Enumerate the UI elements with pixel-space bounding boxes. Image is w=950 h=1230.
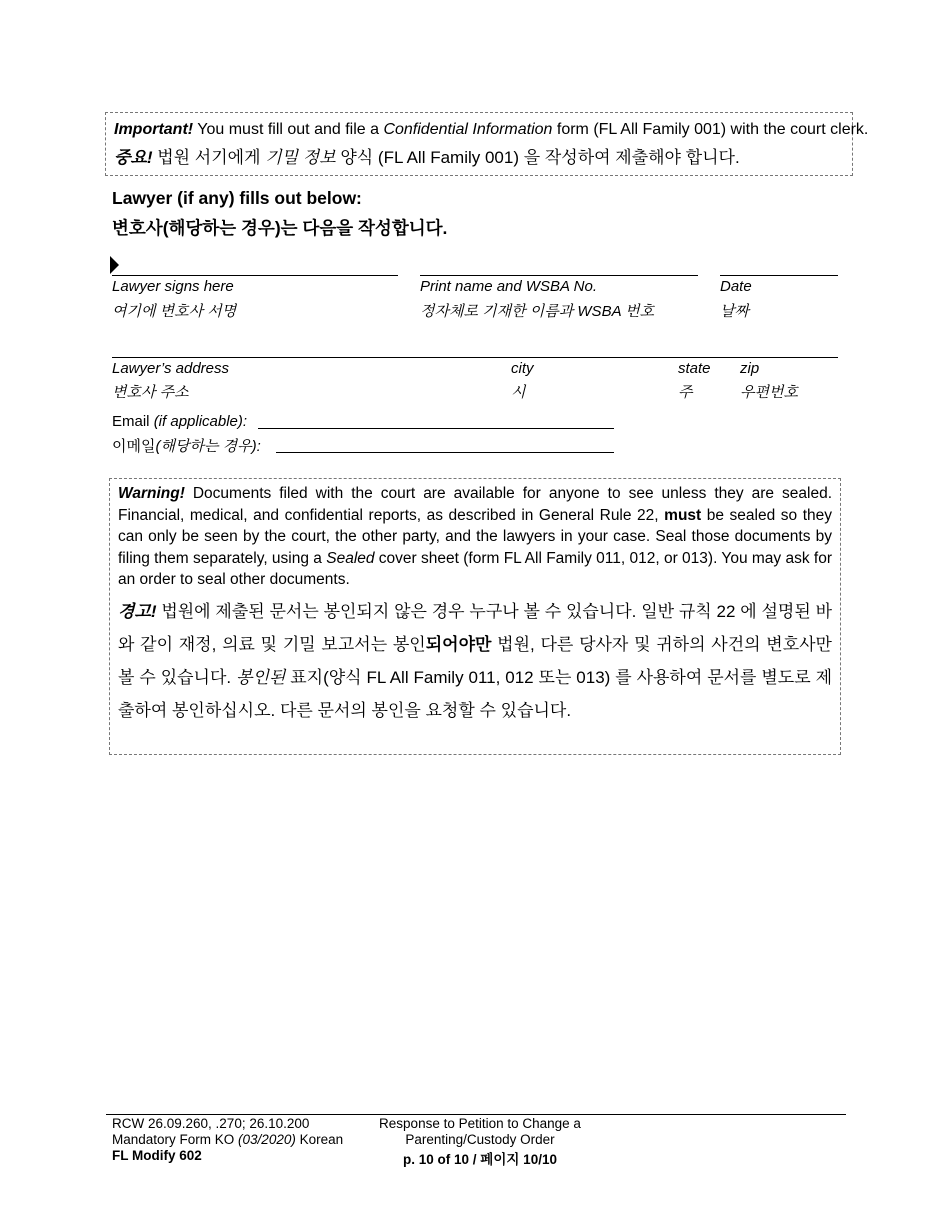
important-notice-en: Important! You must fill out and file a Confidential Information form (FL All Family 001) with the court clerk. [114,121,869,138]
address-label-ko: 변호사 주소 [112,384,189,401]
print-name-line[interactable] [420,275,698,276]
city-label-ko: 시 [511,384,526,401]
city-label-en: city [511,360,534,377]
warning-notice [109,478,841,755]
email-field[interactable] [258,428,614,429]
footer-mandatory-form: Mandatory Form KO (03/2020) Korean [112,1132,344,1147]
state-label-en: state [678,360,711,377]
sign-here-arrow-icon [110,256,119,274]
important-label: Important! [114,121,194,138]
footer-form-id: FL Modify 602 [112,1148,202,1163]
footer-rcw: RCW 26.09.260, .270; 26.10.200 [112,1116,310,1131]
date-label-ko: 날짜 [720,303,749,320]
footer-divider [106,1114,846,1115]
warning-text-en: Warning! Documents filed with the court are available for anyone to see unless they are sealed. Financial, medical, and confidential reports, as described in General Rule 22, must be sealed so they can only be seen by the court, the other party, and the lawyers in your case. Seal those documents by filing them separately, using a Sealed cover sheet (form FL All Family 011, 012, or 013). You may ask for an order to seal other documents. [118,485,832,588]
sign-label-ko: 여기에 변호사 서명 [112,303,237,320]
print-label-en: Print name and WSBA No. [420,278,598,295]
date-line[interactable] [720,275,838,276]
zip-label-en: zip [740,360,760,377]
warning-label: Warning! [118,485,185,502]
zip-label-ko: 우편번호 [740,384,798,401]
state-label-ko: 주 [678,384,693,401]
lawyer-heading-en: Lawyer (if any) fills out below: [112,188,362,208]
footer-page-number: p. 10 of 10 / 페이지 10/10 [403,1152,557,1167]
important-notice [105,112,869,176]
address-line[interactable] [112,357,838,358]
print-label-ko: 정자체로 기재한 이름과 WSBA 번호 [420,303,655,320]
important-notice-ko: 중요! 법원 서기에게 기밀 정보 양식 (FL All Family 001) 을 작성하여 제출해야 합니다. [114,148,740,167]
address-label-en: Lawyer’s address [112,360,230,377]
email-label-en: Email (if applicable): [112,413,248,430]
warning-text-ko: 경고! 법원에 제출된 문서는 봉인되지 않은 경우 누구나 볼 수 있습니다. 일반 규칙 22 에 설명된 바와 같이 재정, 의료 및 기밀 보고서는 봉인되어야만 법원, 다른 당사자 및 귀하의 사건의 변호사만 볼 수 있습니다. 봉인된 표지(양식 FL All Family 011, 012 또는 013) 를 사용하여 문서를 별도로 제출하여 봉인하십시오. 다른 문서의 봉인을 요청할 수 있습니다. [118,601,832,720]
lawyer-signature-line[interactable] [112,275,398,276]
sign-label-en: Lawyer signs here [112,278,234,295]
footer-title-line2: Parenting/Custody Order [405,1132,555,1147]
date-label-en: Date [720,278,752,295]
footer-title-line1: Response to Petition to Change a [379,1116,581,1131]
email-label-ko: 이메일(해당하는 경우): [112,438,261,455]
email-field-ko[interactable] [276,452,614,453]
lawyer-heading-ko: 변호사(해당하는 경우)는 다음을 작성합니다. [112,218,448,238]
